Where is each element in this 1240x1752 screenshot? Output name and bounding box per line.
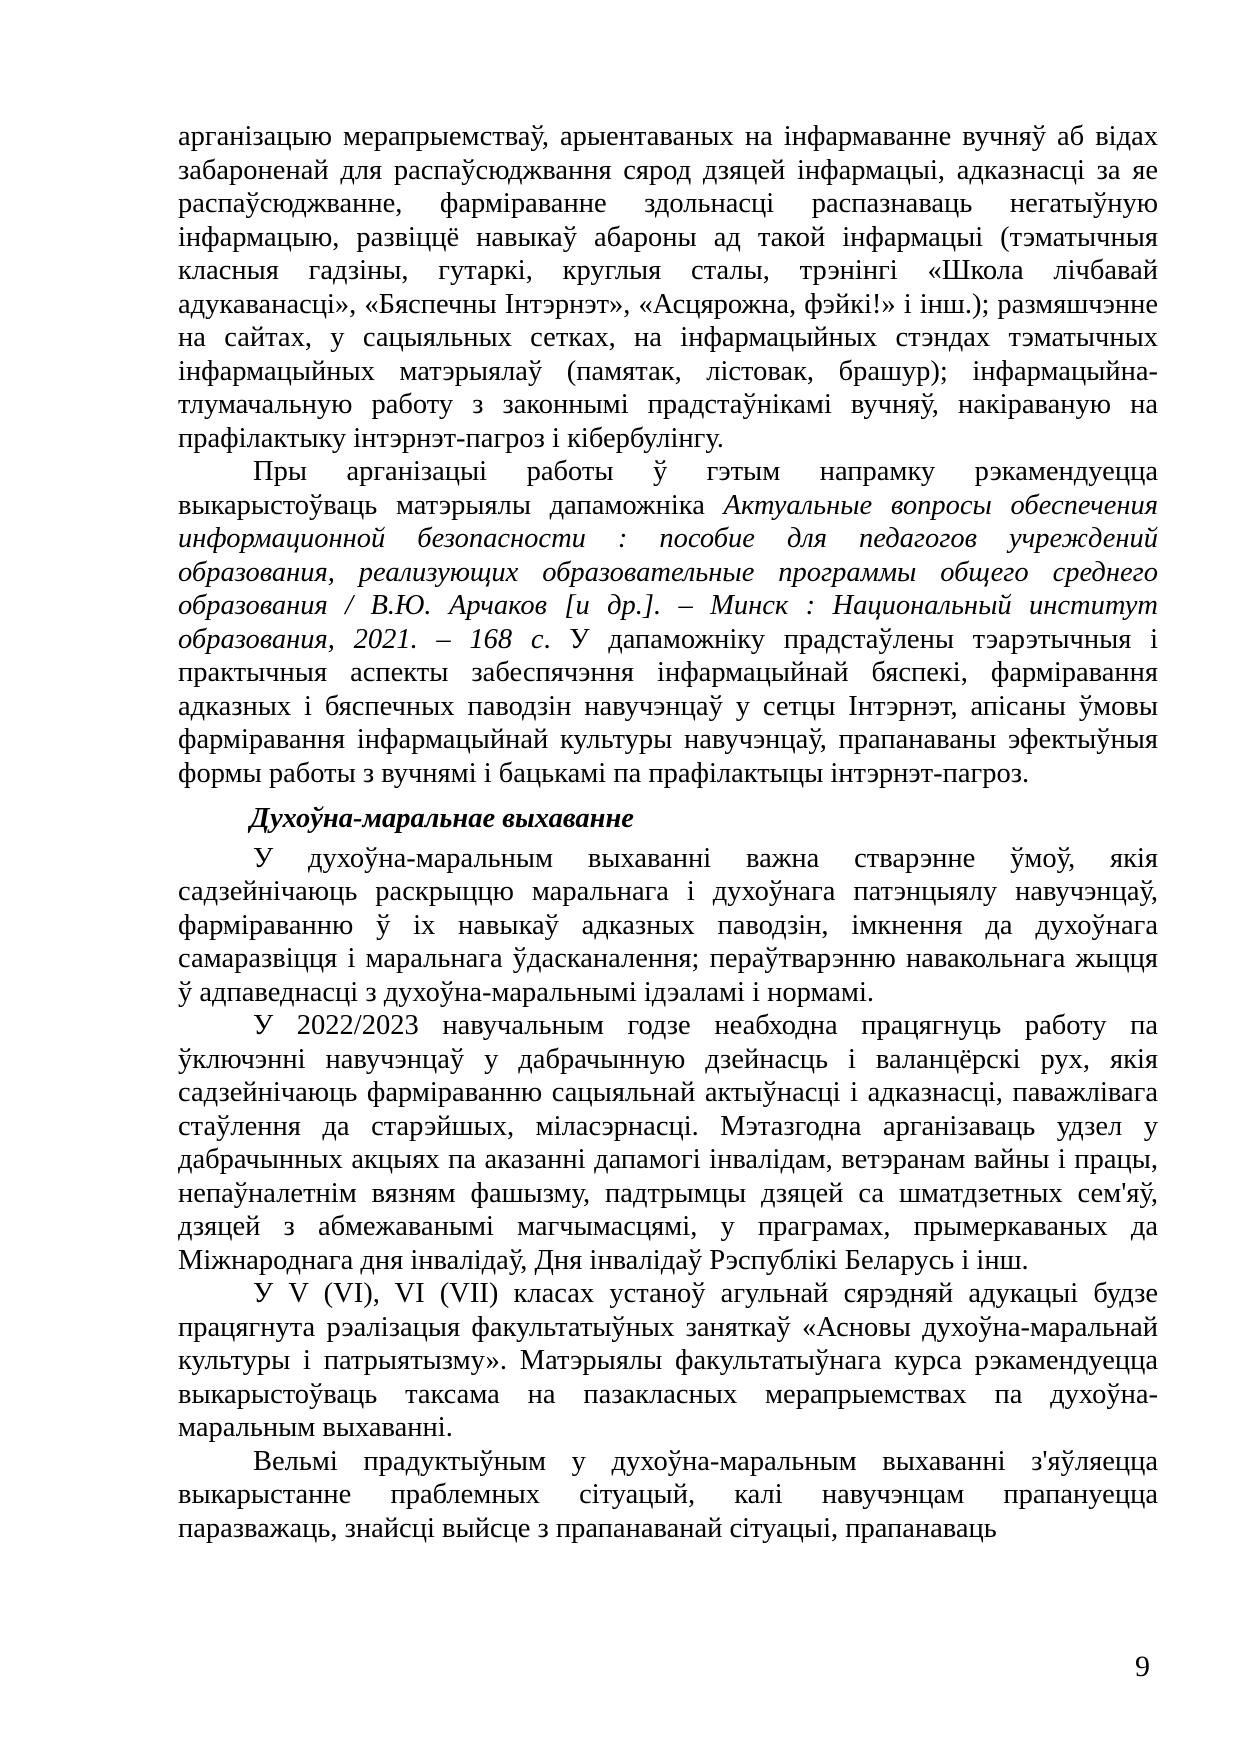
paragraph-manual-recommendation (178, 455, 1158, 790)
paragraph-manual-intro: Пры арганізацыі работы ў гэтым напрамку рэкамендуецца выкарыстоўваць матэрыялы дапаможніка (178, 456, 1158, 521)
paragraph-elective-classes: У V (VI), VI (VII) класах устаноў агульнай сярэдняй адукацыі будзе працягнута рэалізацыя факультатыўных заняткаў «Асновы духоўна-маральнай культуры і патрыятызму». Матэрыялы факультатыўнага курса рэкамендуецца выкарыстоўваць таксама на пазакласных мерапрыемствах па духоўна-маральным выхаванні. (178, 1278, 1158, 1443)
paragraph-manual-description: . У дапаможніку прадстаўлены тэарэтычныя і практычныя аспекты забеспячэння інфармацыйнай бяспекі, фарміравання адказных і бяспечных паводзін навучэнцаў у сетцы Інтэрнэт, апісаны ўмовы фарміравання інфармацыйнай культуры навучэнцаў, прапанаваны эфектыўныя формы работы з вучнямі і бацькамі па прафілактыцы інтэрнэт-пагроз. (178, 623, 1158, 789)
paragraph-info-security-activities: арганізацыю мерапрыемстваў, арыентаваных на інфармаванне вучняў аб відах забароненай для распаўсюджвання сярод дзяцей інфармацыі, адказнасці за яе распаўсюджванне, фарміраванне здольнасці распазнаваць негатыўную інфармацыю, развіццё навыкаў абароны ад такой інфармацыі (тэматычныя класныя гадзіны, гутаркі, круглыя сталы, трэнінгі «Школа лічбавай адукаванасці», «Бяспечны Інтэрнэт», «Асцярожна, фэйкі!» і інш.); размяшчэнне на сайтах, у сацыяльных сетках, на інфармацыйных стэндах тэматычных інфармацыйных матэрыялаў (памятак, лістовак, брашур); інфармацыйна-тлумачальную работу з законнымі прадстаўнікамі вучняў, накіраваную на прафілактыку інтэрнэт-пагроз і кібербулінгу. (178, 121, 1158, 454)
document-body (178, 120, 1158, 1545)
page-number: 9 (1135, 1650, 1150, 1683)
paragraph-volunteer-work: У 2022/2023 навучальным годзе неабходна працягнуць работу па ўключэнні навучэнцаў у дабрачынную дзейнасць і валанцёрскі рух, якія садзейнічаюць фарміраванню сацыяльнай актыўнасці і адказнасці, паважлівага стаўлення да старэйшых, міласэрнасці. Мэтазгодна арганізаваць удзел у дабрачынных акцыях па аказанні дапамогі інвалідам, ветэранам вайны і працы, непаўналетнім вязням фашызму, падтрымцы дзяцей са шматдзетных сем'яў, дзяцей з абмежаванымі магчымасцямі, у праграмах, прымеркаваных да Міжнароднага дня інвалідаў, Дня інвалідаў Рэспублікі Беларусь і інш. (178, 1010, 1158, 1276)
paragraph-problem-situations: Вельмі прадуктыўным у духоўна-маральным выхаванні з'яўляецца выкарыстанне праблемных сітуацый, калі навучэнцам прапануецца паразважаць, знайсці выйсце з прапанаванай сітуацыі, прапанаваць (178, 1445, 1158, 1544)
manual-citation: Актуальные вопросы обеспечения информационной безопасности : пособие для педагогов учреждений образования, реализующих образовательные программы общего среднего образования / В.Ю. Арчаков [и др.]. – Минск : Национальный институт образования, 2021. – 168 с (178, 489, 1159, 655)
paragraph-spiritual-moral-conditions: У духоўна-маральным выхаванні важна стварэнне ўмоў, якія садзейнічаюць раскрыццю маральнага і духоўнага патэнцыялу навучэнцаў, фарміраванню ў іх навыкаў адказных паводзін, імкнення да духоўнага самаразвіцця і маральнага ўдасканалення; пераўтварэнню навакольнага жыцця ў адпаведнасці з духоўна-маральнымі ідэаламі і нормамі. (178, 842, 1158, 1008)
section-heading: Духоўна-маральнае выхаванне (250, 803, 634, 834)
